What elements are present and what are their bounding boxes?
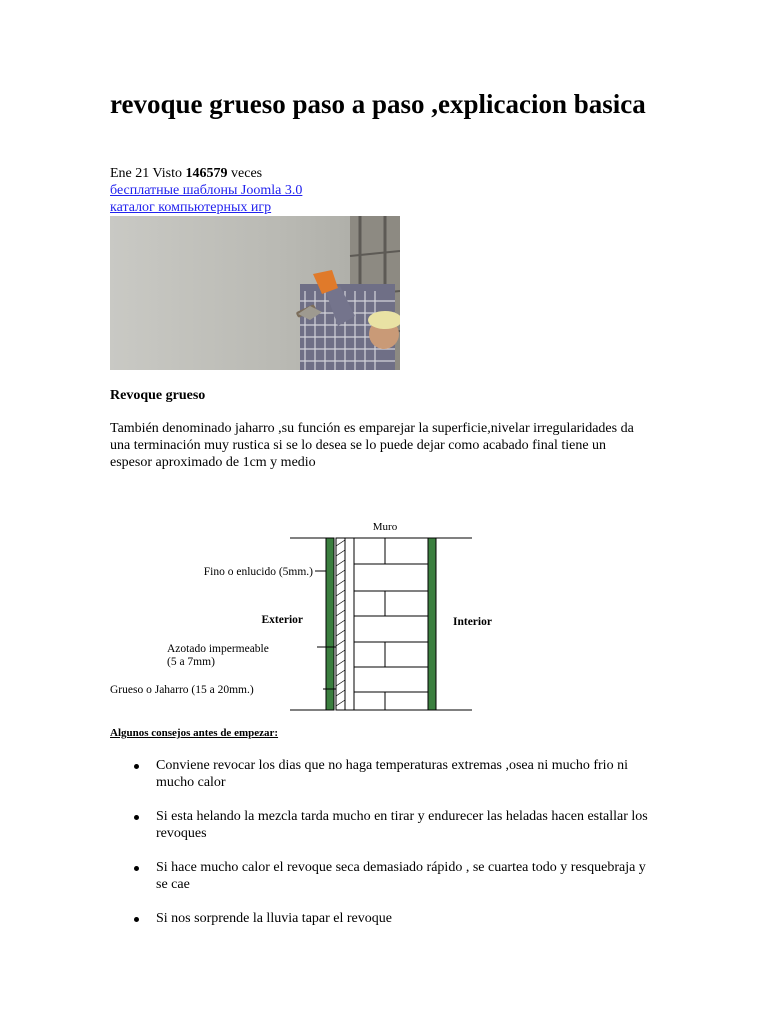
- tip-text: Si nos sorprende la lluvia tapar el revoque: [156, 911, 392, 926]
- list-item: [110, 757, 650, 791]
- section-paragraph: También denominado jaharro ,su función es emparejar la superficie,nivelar irregularidades da una terminación muy rustica si se lo desea se lo puede dejar como acabado final tiene un espesor aproximado de 1cm y medio: [110, 421, 634, 470]
- label-fino: Fino o enlucido (5mm.): [203, 566, 313, 578]
- label-azotado: Azotado impermeable: [167, 643, 269, 655]
- page-title: revoque grueso paso a paso ,explicacion basica: [110, 89, 646, 119]
- label-azotado-thickness: (5 a 7mm): [167, 656, 215, 668]
- label-interior: Interior: [453, 616, 492, 628]
- azotado-layer: [336, 538, 345, 710]
- label-grueso: Grueso o Jaharro (15 a 20mm.): [110, 684, 254, 696]
- interior-plaster-layer: [428, 538, 436, 710]
- tip-text: Conviene revocar los dias que no haga temperaturas extremas ,osea ni mucho frio ni mucho calor: [156, 758, 628, 790]
- bullet-icon: [134, 866, 139, 871]
- bullet-icon: [134, 815, 139, 820]
- meta-date-label: Ene 21 Visto: [110, 166, 186, 181]
- bullet-icon: [134, 917, 139, 922]
- tips-list: [110, 757, 650, 944]
- tip-text: Si esta helando la mezcla tarda mucho en tirar y endurecer las heladas hacen estallar los revoques: [156, 809, 648, 841]
- plastering-photo: [110, 216, 400, 370]
- article-meta: [110, 165, 262, 182]
- list-item: [110, 910, 650, 927]
- meta-suffix: veces: [227, 166, 263, 181]
- view-count: 146579: [185, 166, 228, 181]
- tips-heading: Algunos consejos antes de empezar:: [110, 727, 279, 739]
- list-item: [110, 808, 650, 842]
- link-joomla-templates[interactable]: бесплатные шаблоны Joomla 3.0: [110, 183, 303, 198]
- wall-layers-diagram: [110, 512, 530, 718]
- tip-text: Si hace mucho calor el revoque seca demasiado rápido , se cuartea todo y resquebraja y se cae: [156, 860, 646, 892]
- label-exterior: Exterior: [261, 614, 303, 626]
- exterior-plaster-layer: [326, 538, 334, 710]
- link-games-catalog[interactable]: каталог компьютерных игр: [110, 200, 272, 215]
- section-title: Revoque grueso: [110, 388, 206, 403]
- list-item: [110, 859, 650, 893]
- label-muro: Muro: [372, 521, 398, 533]
- bullet-icon: [134, 764, 139, 769]
